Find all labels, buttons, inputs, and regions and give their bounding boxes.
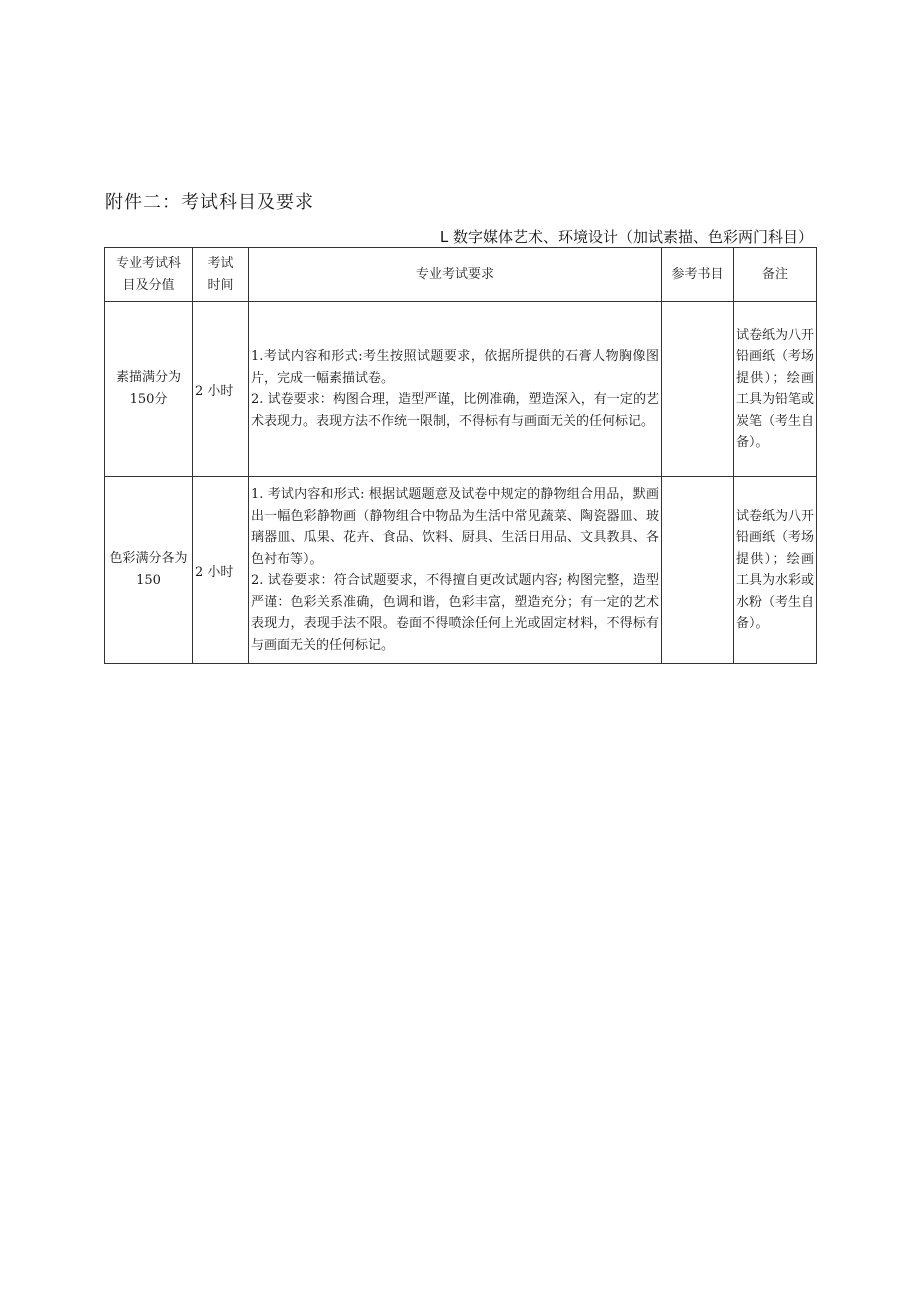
requirements-cell: [249, 302, 662, 477]
section-title: L 数字媒体艺术、环境设计（加试素描、色彩两门科目）: [439, 228, 813, 246]
requirement-item: 2. 试卷要求：符合试题要求，不得擅自更改试题内容; 构图完整，造型严谨：色彩关系准确，色调和谐，色彩丰富，塑造充分；有一定的艺术表现力，表现手法不限。卷面不得喷涂任何上光或固定材料，不得标有与画面无关的任何标记。: [251, 573, 659, 653]
header-books: 参考书目: [662, 248, 734, 302]
header-requirements: 专业考试要求: [249, 248, 662, 302]
document-title: 附件二：考试科目及要求: [105, 192, 314, 213]
table-row: [105, 302, 817, 477]
notes-cell: 试卷纸为八开铅画纸（考场提供）；绘画工具为水彩或水粉（考生自备）。: [734, 477, 817, 664]
time-cell: 2 小时: [193, 477, 249, 664]
requirement-item: 1. 考试内容和形式: 根据试题题意及试卷中规定的静物组合用品，默画出一幅色彩静物画（静物组合中物品为生活中常见蔬菜、陶瓷器皿、玻璃器皿、瓜果、花卉、食品、饮料、厨具、生活日用品、文具教具、各色衬布等）。: [251, 487, 659, 567]
exam-requirements-table: [104, 247, 817, 664]
subject-cell: [105, 302, 193, 477]
subject-text: 素描满分为150分: [115, 370, 181, 407]
header-time: [193, 248, 249, 302]
requirement-item: 2. 试卷要求：构图合理，造型严谨，比例准确，塑造深入，有一定的艺术表现力。表现方法不作统一限制，不得标有与画面无关的任何标记。: [251, 392, 659, 429]
header-subject: [105, 248, 193, 302]
time-cell: 2 小时: [193, 302, 249, 477]
header-notes: 备注: [734, 248, 817, 302]
requirements-cell: [249, 477, 662, 664]
notes-cell: 试卷纸为八开铅画纸（考场提供）；绘画工具为铅笔或炭笔（考生自备）。: [734, 302, 817, 477]
books-cell: [662, 302, 734, 477]
table-row: [105, 477, 817, 664]
header-subject-label: 专业考试科目及分值: [115, 255, 181, 293]
subject-cell: [105, 477, 193, 664]
requirement-item: 1.考试内容和形式:考生按照试题要求，依据所提供的石膏人物胸像图片，完成一幅素描试卷。: [251, 349, 659, 386]
books-cell: [662, 477, 734, 664]
table-header-row: [105, 248, 817, 302]
subject-text: 色彩满分各为150: [109, 551, 188, 588]
header-time-label: 考试时间: [207, 255, 234, 293]
